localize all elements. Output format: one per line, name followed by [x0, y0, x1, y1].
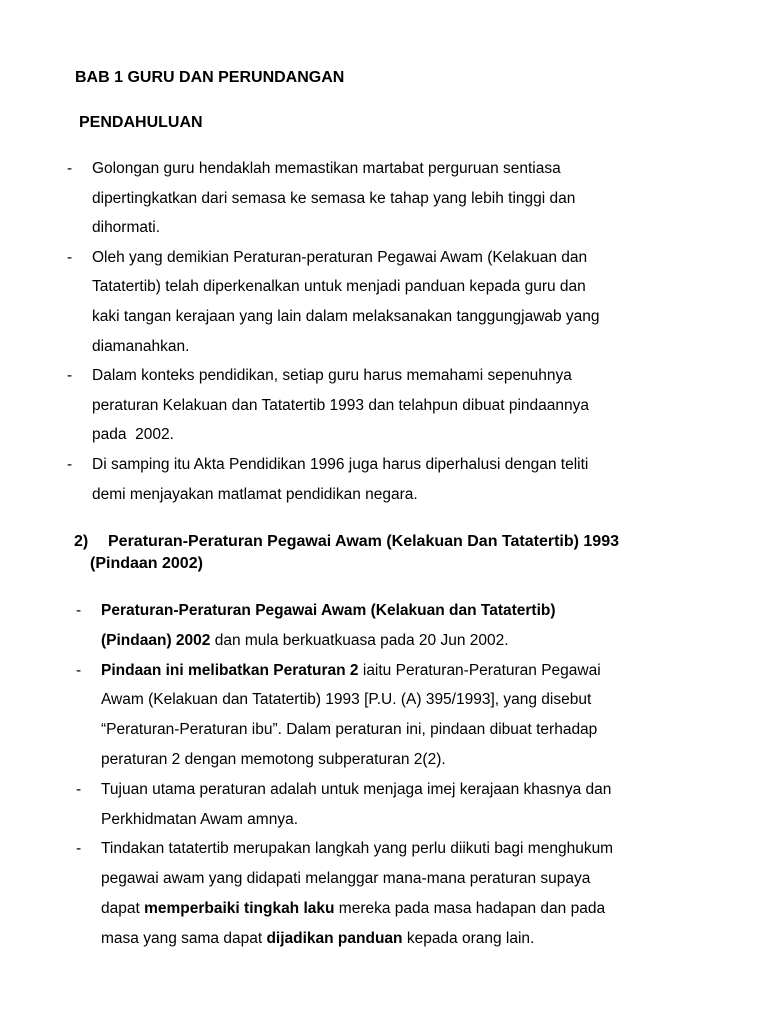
bold-text: Peraturan-Peraturan Pegawai Awam (Kelakuan dan Tatatertib) [101, 602, 556, 619]
text-line: peraturan Kelakuan dan Tatatertib 1993 dan telahpun dibuat pindaannya [92, 396, 589, 414]
document-title: BAB 1 GURU DAN PERUNDANGAN [75, 69, 345, 86]
text-line: dihormati. [92, 219, 161, 237]
text-line: Dalam konteks pendidikan, setiap guru harus memahami sepenuhnya [92, 367, 572, 385]
bold-text: memperbaiki tingkah laku [144, 899, 335, 917]
text-span: kepada orang lain. [402, 929, 535, 947]
text-line: Di samping itu Akta Pendidikan 1996 juga harus diperhalusi dengan teliti [92, 455, 589, 473]
bullet-dash: - [76, 602, 82, 619]
bold-text: Pindaan ini melibatkan Peraturan 2 [101, 661, 359, 679]
text-span: masa yang sama dapat [101, 929, 267, 947]
list-item [0, 361, 768, 450]
text-line: demi menjayakan matlamat pendidikan negara. [92, 485, 418, 503]
text-line: peraturan 2 dengan memotong subperaturan 2(2). [101, 750, 446, 768]
text-line: pada 2002. [92, 426, 174, 444]
list-item [0, 596, 768, 656]
bold-text: (Pindaan) 2002 [101, 631, 211, 649]
text-line: Oleh yang demikian Peraturan-peraturan Pegawai Awam (Kelakuan dan [92, 248, 588, 266]
text-span: mereka pada masa hadapan dan pada [334, 899, 606, 917]
text-line: pegawai awam yang didapati melanggar mana-mana peraturan supaya [101, 870, 591, 888]
list-item [0, 834, 768, 953]
list-item [0, 656, 768, 775]
text-line: Tatatertib) telah diperkenalkan untuk menjadi panduan kepada guru dan [92, 278, 586, 296]
list-item [0, 450, 768, 509]
bullet-dash: - [76, 840, 82, 858]
bullet-dash: - [76, 780, 82, 798]
section-heading-line: (Pindaan 2002) [90, 555, 203, 572]
bullet-dash: - [76, 661, 82, 679]
bold-text: dijadikan panduan [266, 929, 403, 947]
text-line: Perkhidmatan Awam amnya. [101, 810, 299, 828]
section-heading-line: Peraturan-Peraturan Pegawai Awam (Kelakuan Dan Tatatertib) 1993 [108, 533, 619, 550]
text-line: Tindakan tatatertib merupakan langkah yang perlu diikuti bagi menghukum [101, 840, 614, 858]
text-line: “Peraturan-Peraturan ibu”. Dalam peraturan ini, pindaan dibuat terhadap [101, 721, 598, 739]
section-2-heading [74, 531, 619, 575]
text-span: dapat [101, 899, 145, 917]
text-span: dan mula berkuatkuasa pada 20 Jun 2002. [210, 631, 509, 649]
text-line: dipertingkatkan dari semasa ke semasa ke tahap yang lebih tinggi dan [92, 189, 576, 207]
intro-bullet-list [0, 154, 768, 509]
text-line: Awam (Kelakuan dan Tatatertib) 1993 [P.U. (A) 395/1993], yang disebut [101, 691, 592, 709]
list-item [0, 243, 768, 361]
text-line: diamanahkan. [92, 337, 190, 355]
text-line: Tujuan utama peraturan adalah untuk menjaga imej kerajaan khasnya dan [101, 780, 612, 798]
section-2-bullet-list [0, 596, 768, 954]
bullet-dash: - [67, 160, 73, 177]
bullet-dash: - [67, 455, 73, 473]
list-item [0, 775, 768, 835]
list-item [0, 154, 768, 243]
text-span: iaitu Peraturan-Peraturan Pegawai [358, 661, 601, 679]
text-line: kaki tangan kerajaan yang lain dalam melaksanakan tanggungjawab yang [92, 307, 600, 325]
bullet-dash: - [67, 248, 73, 266]
section-number: 2) [74, 533, 89, 550]
section-heading-pendahuluan: PENDAHULUAN [79, 114, 203, 131]
bullet-dash: - [67, 367, 73, 385]
text-line: Golongan guru hendaklah memastikan martabat perguruan sentiasa [92, 160, 561, 177]
